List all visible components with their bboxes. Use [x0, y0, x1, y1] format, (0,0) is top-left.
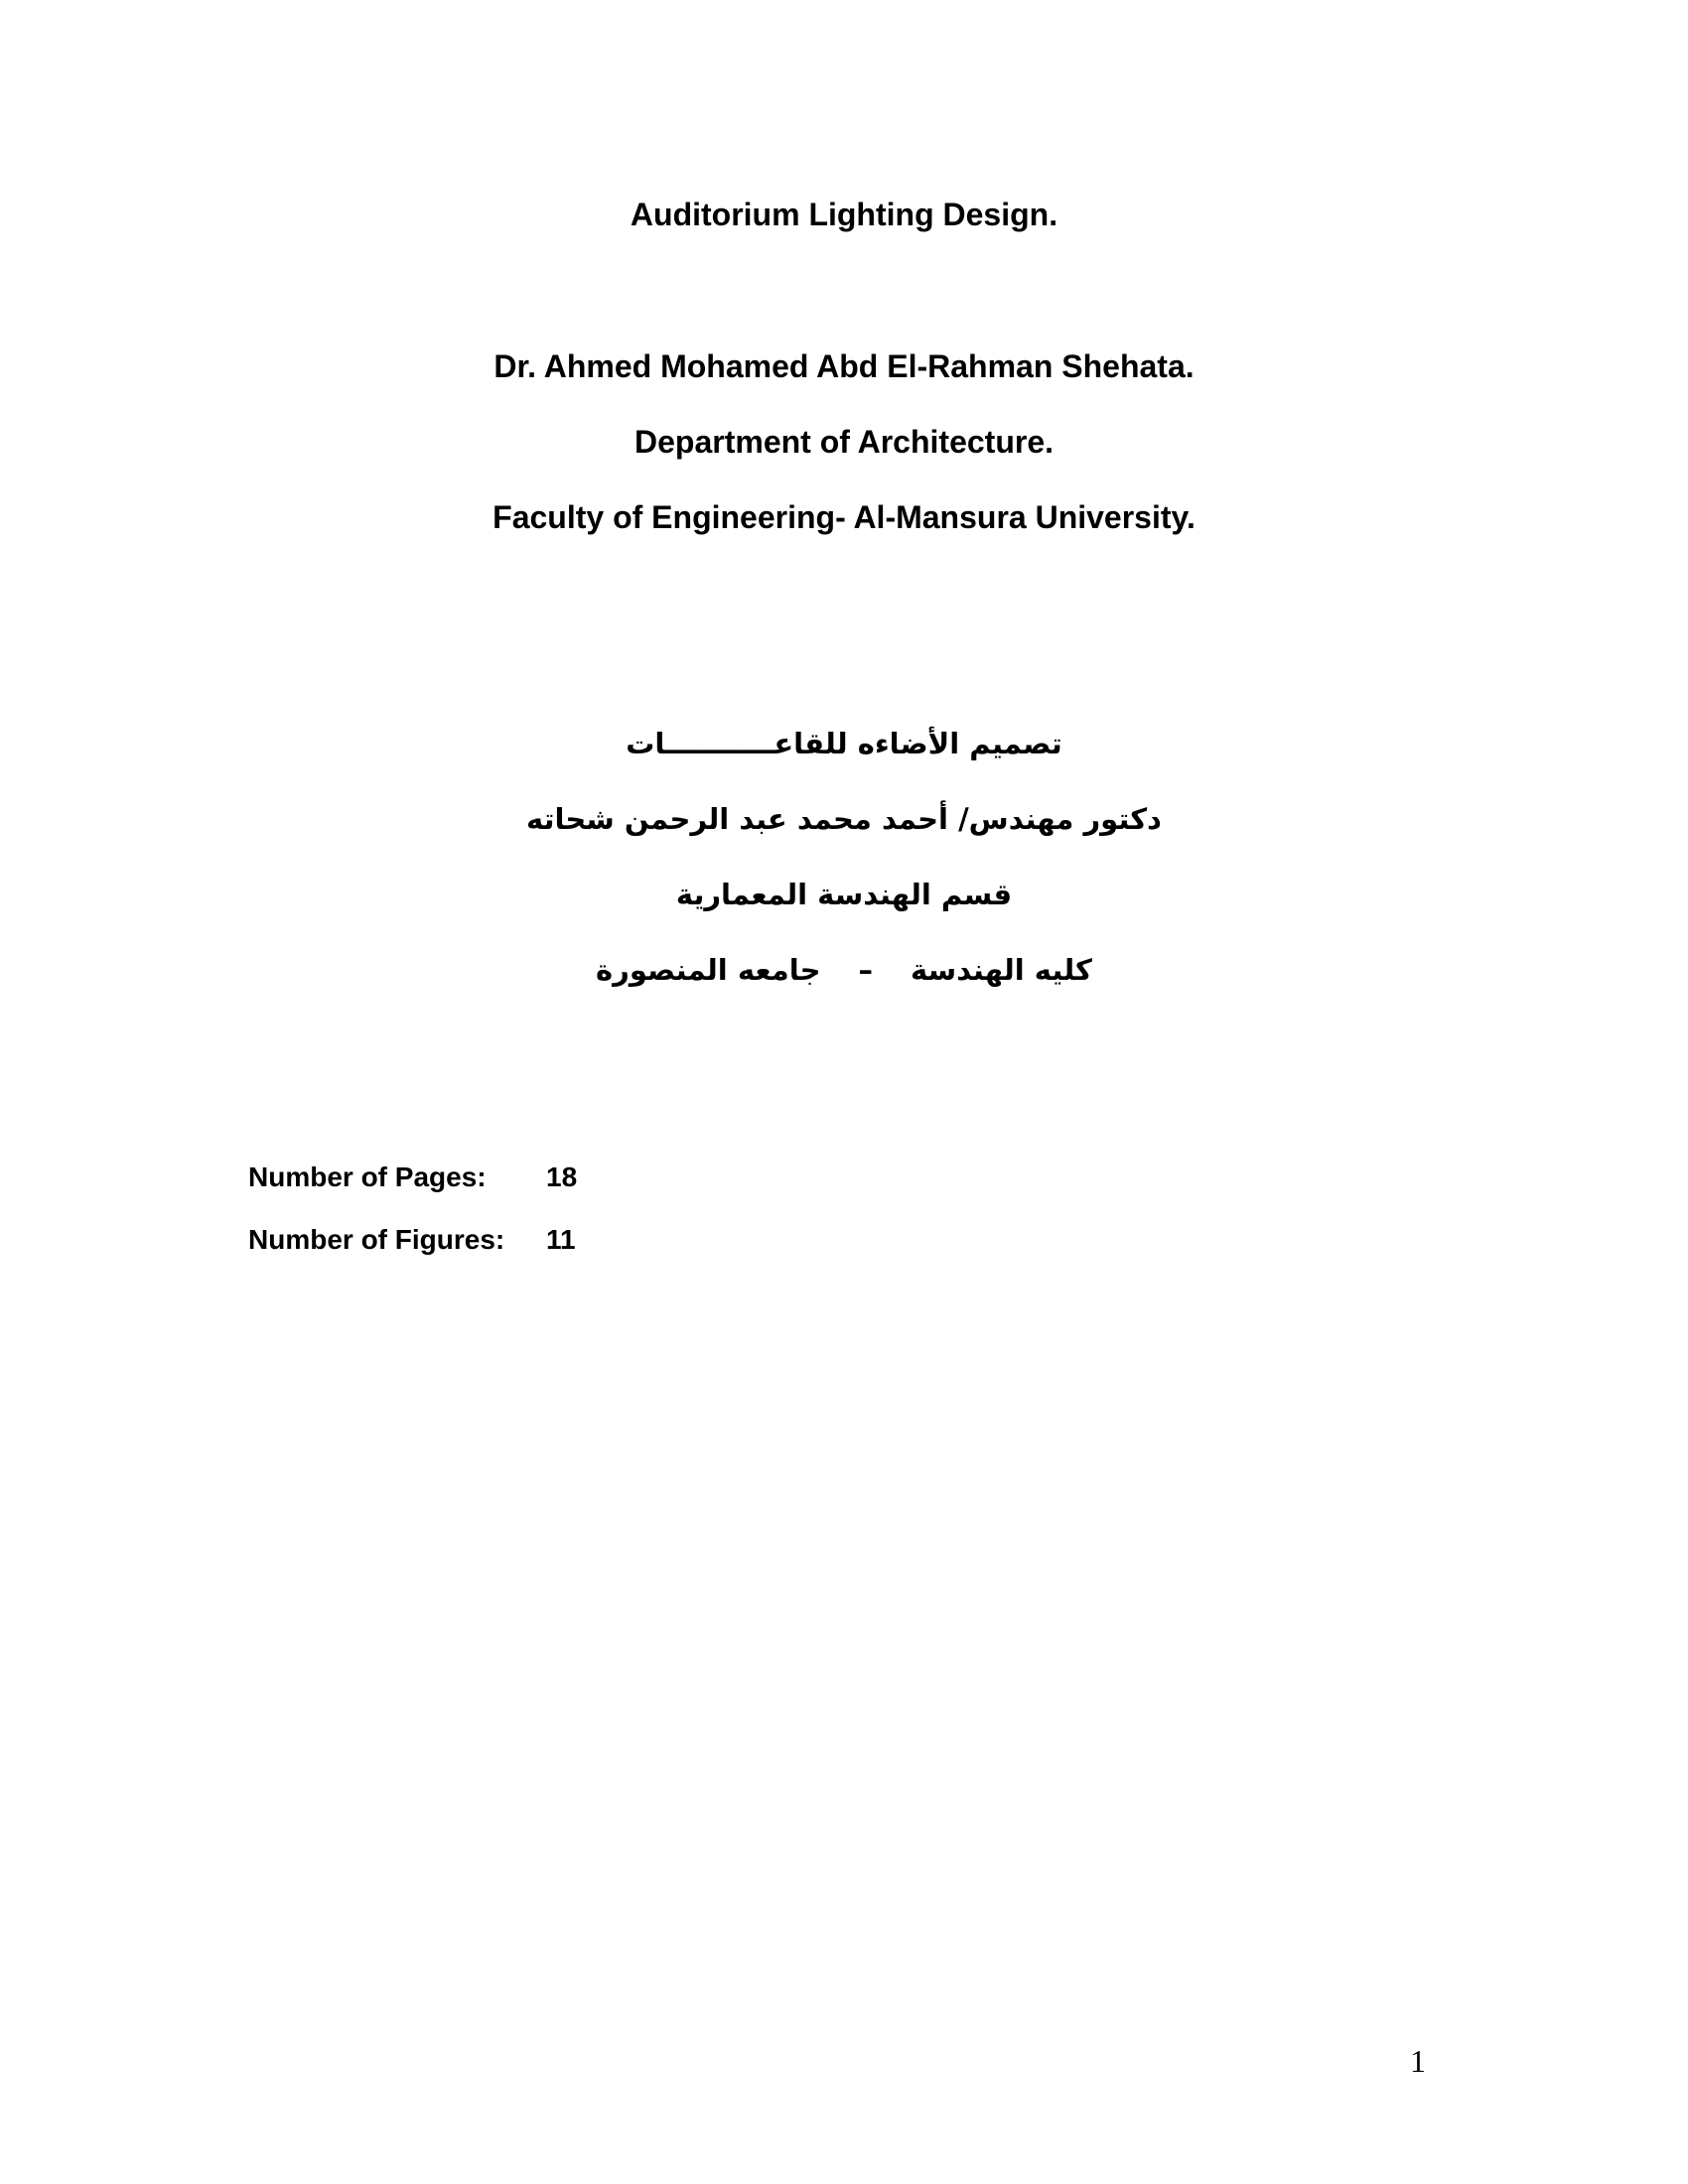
arabic-title: تصميم الأضاءه للقاعـــــــــــات — [626, 727, 1062, 760]
arabic-faculty: كليه الهندسة — [911, 953, 1092, 987]
arabic-faculty-university — [0, 953, 1688, 987]
arabic-department-name: قسم الهندسة المعمارية — [675, 878, 1013, 911]
pages-count-row — [248, 1161, 577, 1193]
pages-count-label: Number of Pages: — [248, 1161, 487, 1192]
paper-title: Auditorium Lighting Design. — [630, 197, 1058, 232]
figures-count-value: 11 — [546, 1224, 576, 1255]
figures-count-row — [248, 1224, 576, 1256]
arabic-university: جامعه المنصورة — [596, 953, 821, 987]
faculty-university: Faculty of Engineering- Al-Mansura University. — [492, 499, 1196, 535]
author-name: Dr. Ahmed Mohamed Abd El-Rahman Shehata. — [493, 348, 1195, 384]
arabic-author-name: دكتور مهندس/ أحمد محمد عبد الرحمن شحاته — [526, 802, 1162, 836]
department-name: Department of Architecture. — [634, 424, 1054, 460]
figures-count-label: Number of Figures: — [248, 1224, 505, 1255]
arabic-dash: – — [858, 953, 874, 987]
pages-count-value: 18 — [546, 1161, 578, 1192]
page-number: 1 — [1410, 2043, 1426, 2079]
